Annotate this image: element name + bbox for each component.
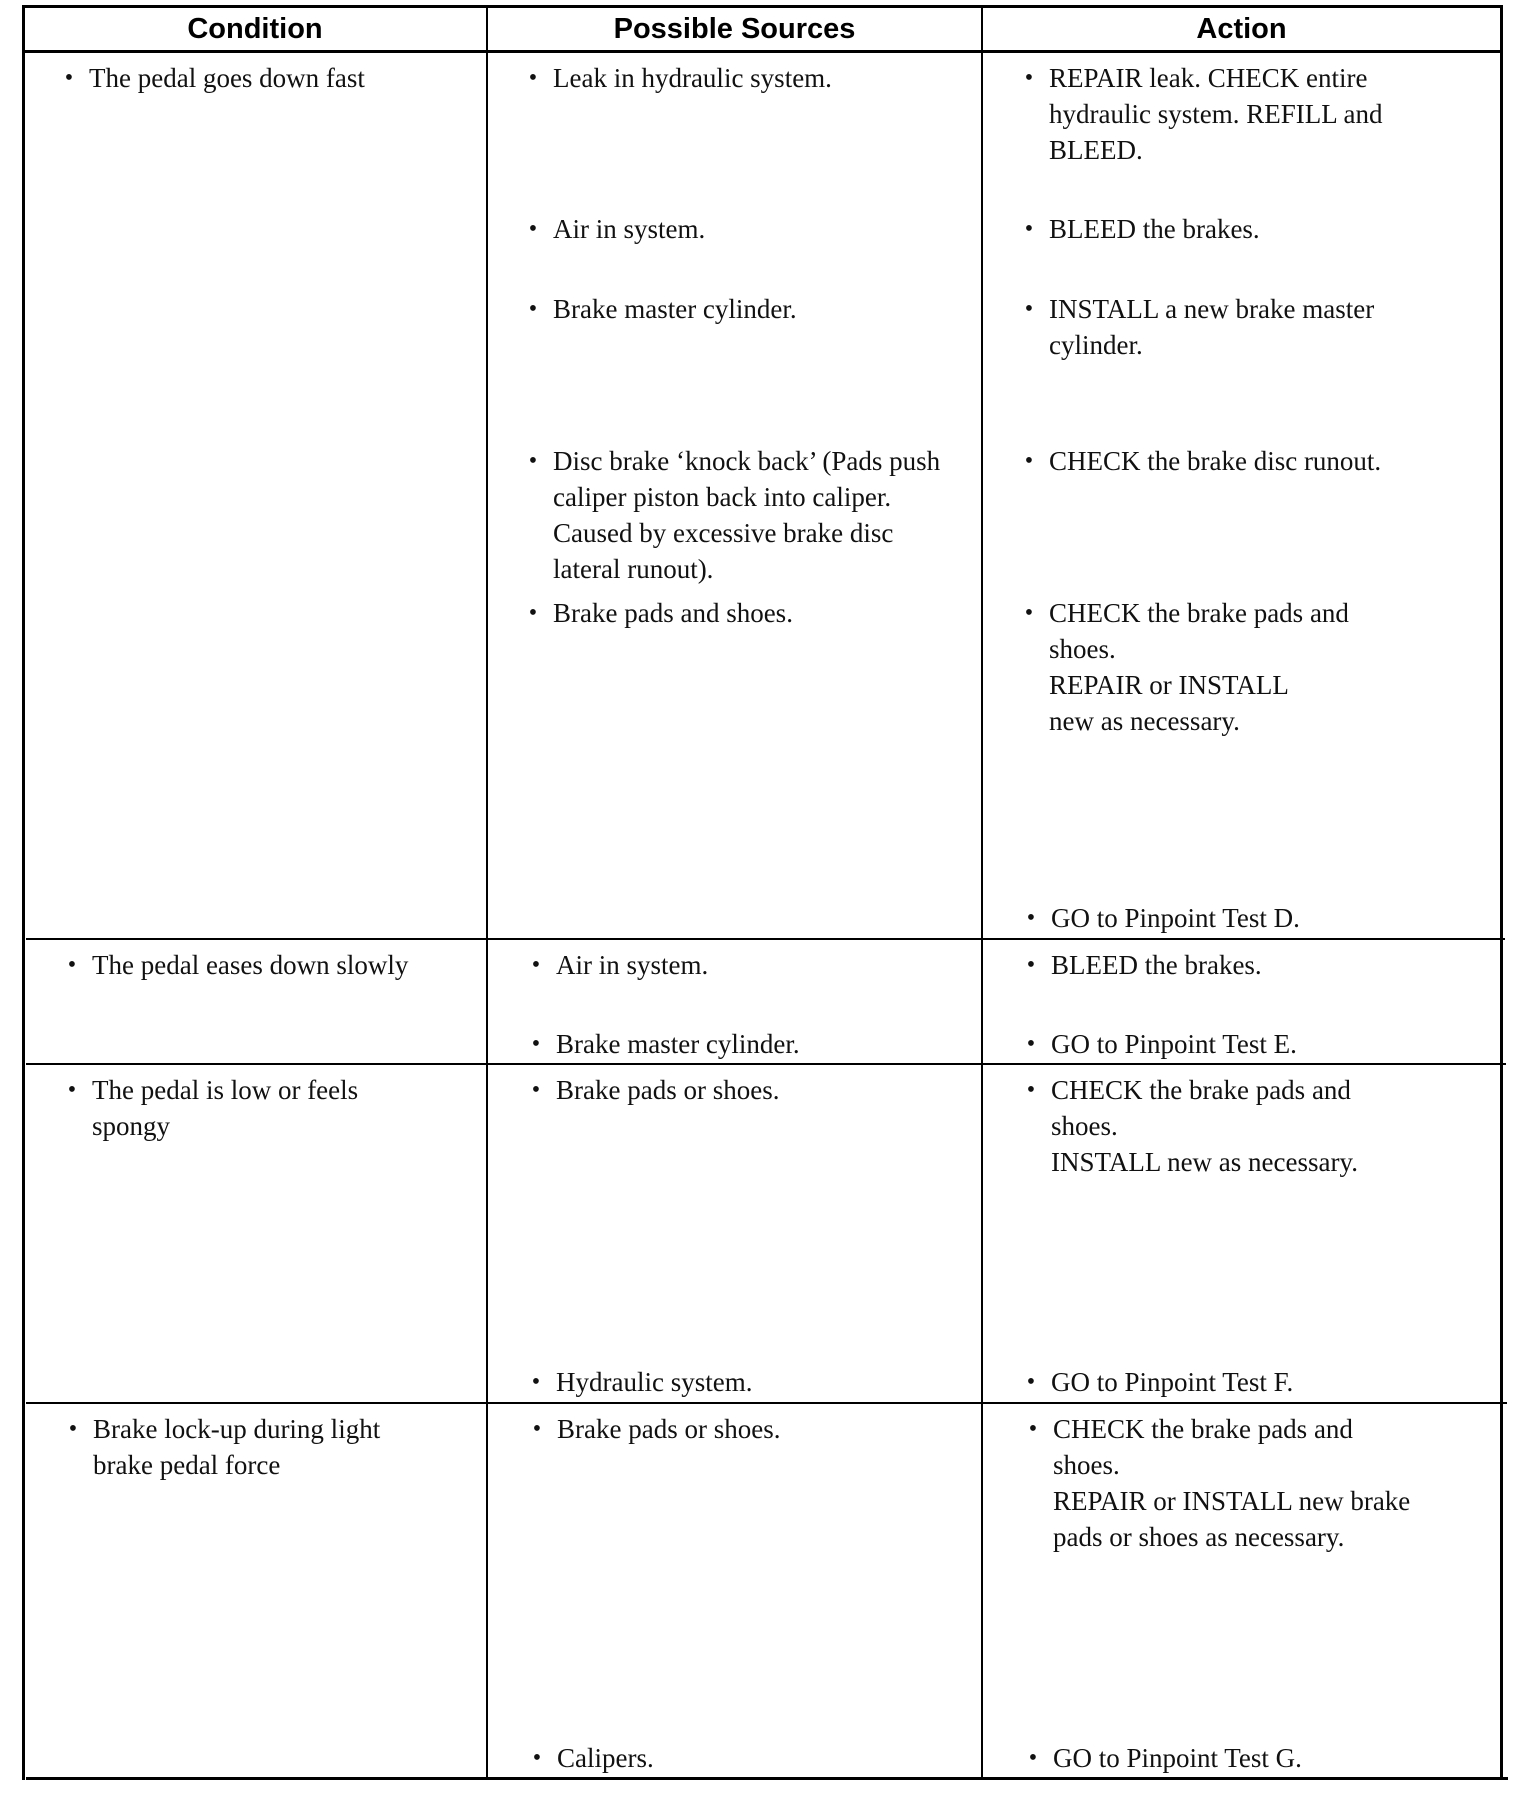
action-item: • CHECK the brake pads and shoes. REPAIR or INSTALL new as necessary. — [1049, 595, 1409, 739]
table-border-left — [22, 5, 25, 1780]
row-divider-3 — [26, 1402, 1507, 1404]
source-item: • Disc brake ‘knock back’ (Pads push caliper piston back into caliper. Caused by excessive brake disc lateral runout). — [553, 443, 953, 587]
bullet: • — [67, 1077, 77, 1103]
action-item: • BLEED the brakes. — [1051, 947, 1471, 983]
action-item: • CHECK the brake disc runout. — [1049, 443, 1479, 479]
bullet: • — [68, 1416, 78, 1442]
action-item: • REPAIR leak. CHECK entire hydraulic system. REFILL and BLEED. — [1049, 60, 1469, 168]
bullet: • — [532, 1416, 542, 1442]
bullet: • — [528, 448, 538, 474]
action-item: • INSTALL a new brake master cylinder. — [1049, 291, 1469, 363]
action-item: • GO to Pinpoint Test D. — [1051, 900, 1471, 936]
bullet: • — [1026, 1369, 1036, 1395]
source-item: • Brake pads or shoes. — [556, 1072, 966, 1108]
action-item: • CHECK the brake pads and shoes. REPAIR or INSTALL new brake pads or shoes as necessary. — [1053, 1411, 1453, 1555]
header-condition: Condition — [187, 13, 323, 45]
bullet: • — [1026, 1077, 1036, 1103]
bullet: • — [528, 65, 538, 91]
column-divider-1 — [486, 5, 488, 1780]
bullet: • — [528, 216, 538, 242]
action-item: • GO to Pinpoint Test F. — [1051, 1364, 1471, 1400]
source-item: • Brake pads or shoes. — [557, 1411, 967, 1447]
action-continuation: INSTALL new as necessary. — [1051, 1147, 1358, 1177]
action-item: • GO to Pinpoint Test E. — [1051, 1026, 1471, 1062]
bullet: • — [532, 1745, 542, 1771]
source-item: • Air in system. — [556, 947, 966, 983]
table-border-bottom — [26, 1777, 1508, 1780]
bullet: • — [1026, 905, 1036, 931]
source-item: • Air in system. — [553, 211, 963, 247]
condition-cell: • Brake lock-up during light brake pedal force — [93, 1411, 433, 1483]
source-item: • Brake pads and shoes. — [553, 595, 963, 631]
bullet: • — [1026, 1031, 1036, 1057]
column-divider-2 — [981, 5, 983, 1780]
row-divider-1 — [26, 938, 1505, 940]
bullet: • — [1024, 65, 1034, 91]
source-item: • Calipers. — [557, 1740, 967, 1776]
action-item: • GO to Pinpoint Test G. — [1053, 1740, 1473, 1776]
bullet: • — [1024, 448, 1034, 474]
bullet: • — [528, 600, 538, 626]
table-border-right — [1500, 5, 1503, 1780]
bullet: • — [531, 1077, 541, 1103]
bullet: • — [64, 65, 74, 91]
header-rule — [22, 50, 1503, 53]
condition-cell: • The pedal goes down fast — [89, 60, 469, 96]
source-item: • Hydraulic system. — [556, 1364, 966, 1400]
bullet: • — [531, 1369, 541, 1395]
bullet: • — [531, 1031, 541, 1057]
row-divider-2 — [26, 1063, 1506, 1065]
bullet: • — [1028, 1416, 1038, 1442]
bullet: • — [1024, 600, 1034, 626]
source-item: • Brake master cylinder. — [553, 291, 963, 327]
bullet: • — [531, 952, 541, 978]
action-item: • BLEED the brakes. — [1049, 211, 1469, 247]
bullet: • — [528, 296, 538, 322]
condition-cell: • The pedal is low or feels spongy — [92, 1072, 422, 1144]
header-action: Action — [1196, 13, 1287, 45]
source-item: • Leak in hydraulic system. — [553, 60, 963, 96]
action-item: • CHECK the brake pads and shoes. INSTALL new as necessary. — [1051, 1072, 1471, 1180]
condition-cell: • The pedal eases down slowly — [92, 947, 472, 983]
bullet: • — [1028, 1745, 1038, 1771]
bullet: • — [67, 952, 77, 978]
bullet: • — [1024, 296, 1034, 322]
bullet: • — [1024, 216, 1034, 242]
source-item: • Brake master cylinder. — [556, 1026, 966, 1062]
header-possible-sources: Possible Sources — [613, 13, 856, 45]
action-continuation: REPAIR or INSTALL new brake pads or shoes as necessary. — [1053, 1486, 1411, 1552]
bullet: • — [1026, 952, 1036, 978]
action-continuation: REPAIR or INSTALL new as necessary. — [1049, 670, 1288, 736]
